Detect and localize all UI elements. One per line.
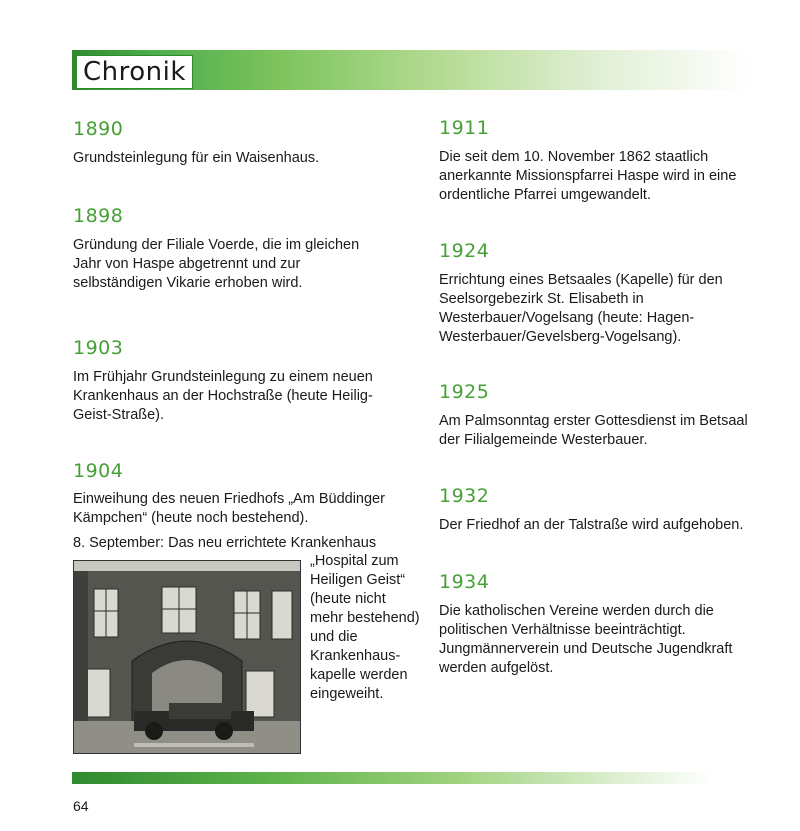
page-title: Chronik <box>76 55 193 89</box>
entry-text-1932: Der Friedhof an der Talstraße wird aufgehoben. <box>439 517 744 533</box>
year-1934: 1934 <box>439 571 490 593</box>
year-1925: 1925 <box>439 381 490 403</box>
entry-text-1924: Errichtung eines Betsaales (Kapelle) für den Seelsorgebezirk St. Elisabeth in Westerbauer/Vogelsang (heute: Hagen-Westerbauer/Gevelsberg-Vogelsang). <box>439 272 723 345</box>
year-1898: 1898 <box>73 205 124 227</box>
hospital-photo <box>73 560 301 754</box>
entry-text-1925: Am Palmsonntag erster Gottesdienst im Betsaal der Filialgemeinde Westerbauer. <box>439 413 748 448</box>
photo-caption: „Hospital zum Heiligen Geist“ (heute nicht mehr bestehend) und die Krankenhaus-kapelle werden eingeweiht. <box>310 553 420 702</box>
year-1903: 1903 <box>73 337 124 359</box>
entry-text-1903: Im Frühjahr Grundsteinlegung zu einem neuen Krankenhaus an der Hochstraße (heute Heilig-Geist-Straße). <box>73 369 373 423</box>
entry-text-1934: Die katholischen Vereine werden durch die politischen Verhältnisse beeinträchtigt. Jungmännerverein und Deutsche Jugendkraft werden aufgelöst. <box>439 603 733 676</box>
entry-text-1904-b: 8. September: Das neu errichtete Krankenhaus <box>73 535 377 551</box>
entry-text-1911: Die seit dem 10. November 1862 staatlich anerkannte Missionspfarrei Haspe wird in eine ordentliche Pfarrei umgewandelt. <box>439 149 737 203</box>
year-1924: 1924 <box>439 240 490 262</box>
year-1890: 1890 <box>73 118 124 140</box>
year-1911: 1911 <box>439 117 490 139</box>
entry-text-1904: Einweihung des neuen Friedhofs „Am Büddinger Kämpchen“ (heute noch bestehend). <box>73 491 385 526</box>
entry-text-1898: Gründung der Filiale Voerde, die im gleichen Jahr von Haspe abgetrennt und zur selbständigen Vikarie erhoben wird. <box>73 237 360 291</box>
page-number: 64 <box>73 798 89 814</box>
entry-text-1890: Grundsteinlegung für ein Waisenhaus. <box>73 150 320 166</box>
year-1904: 1904 <box>73 460 124 482</box>
year-1932: 1932 <box>439 485 490 507</box>
footer-band <box>72 772 712 784</box>
